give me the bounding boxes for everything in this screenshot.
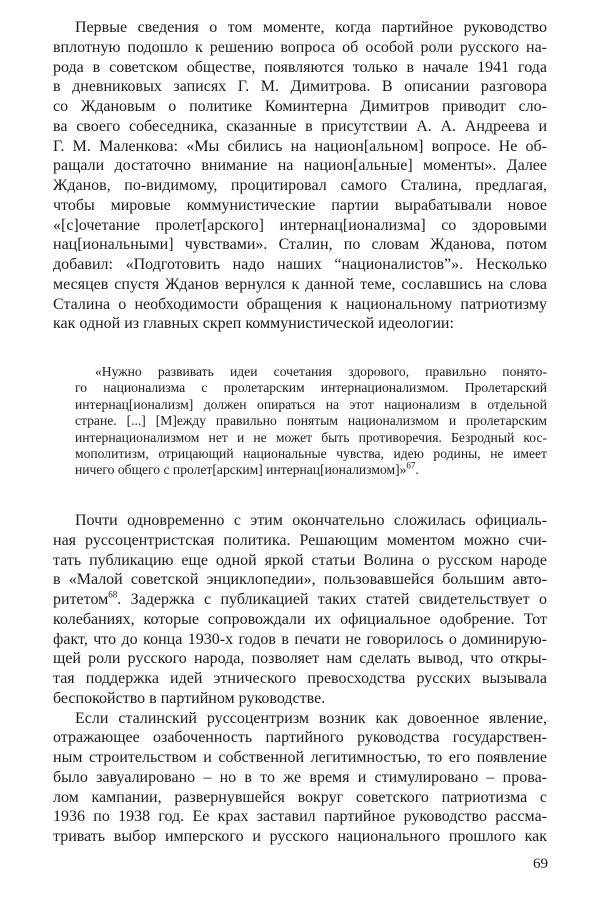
quote-text: ничего общего с пролет[арским] интернац[ионализмом]» [75,462,407,478]
text-line [53,591,547,611]
text-line: колебаниях, которые сопровождали их официальное одобрение. Тот [53,610,547,628]
text-line: со Ждановым о политике Коминтерна Димитров приводит сло- [53,98,547,115]
text-line: Первые сведения о том моменте, когда партийное руководство [75,19,547,36]
text-line: факт, что до конца 1930-х годов в печати не говорилось о доминирую- [53,630,547,648]
footnote-ref-67[interactable]: 67 [406,460,416,471]
text-line: тривать выбор имперского и русского национального прошлого как [53,828,547,845]
text-line: щей роли русского народа, позволяет нам сделать вывод, что откры- [53,650,547,668]
text-fragment: ритетом [53,591,109,608]
text-line: лом кампании, развернувшейся вокруг советского патриотизма с [53,788,547,806]
page-number: 69 [533,856,548,872]
quote-line: интернац[ионализм] должен опираться на этот национализм в отдельной [75,396,547,412]
text-line: ным строительством и собственной легитимностью, то его появление [53,749,547,766]
text-line: ная руссоцентристская политика. Решающим моментом можно счи- [53,531,547,549]
text-line: Г. М. Маленкова: «Мы сбились на национ[альном] вопросе. Не об- [53,137,547,155]
text-line: ва своего собеседника, сказанные в присутствии А. А. Андреева и [53,117,547,135]
text-line: ращали достаточно внимание на национ[альные] моменты». Далее [53,157,547,175]
text-line: добавил: «Подготовить надо наших “националистов”». Несколько [53,256,547,273]
text-line: Сталина о необходимости обращения к национальному патриотизму [53,295,547,313]
text-fragment: . Задержка с публикацией таких статей свидетельствует о [117,591,547,608]
text-line: Жданов, по-видимому, процитировал самого Сталина, предлагая, [53,177,547,194]
text-line: как одной из главных скреп коммунистической идеологии: [53,315,454,333]
quote-end-punct: . [415,462,419,478]
text-line: нац[иональными] чувствами». Сталин, по словам Жданова, потом [53,236,547,254]
footnote-ref-68[interactable]: 68 [108,589,118,600]
text-line: чтобы мировые коммунистические партии вырабатывали новое [53,196,547,214]
text-line: в «Малой советской энциклопедии», пользовавшейся большим авто- [53,571,547,589]
text-line: Почти одновременно с этим окончательно сложилась официаль- [75,512,547,529]
text-line: вплотную подошло к решению вопроса об особой роли русского на- [53,38,547,56]
text-line: месяцев спустя Жданов вернулся к данной теме, сославшись на слова [53,275,547,293]
text-line: отражающее озабоченность партийного руководства государствен- [53,729,547,747]
quote-line: стране. [...] [М]ежду правильно понятым национализмом и пролетарским [75,413,547,429]
paragraph-2 [53,512,547,848]
quote-line: «Нужно развивать идеи сочетания здорового, правильно понято- [95,364,547,379]
text-line: беспокойство в партийном руководстве. [53,689,326,707]
text-line: было завуалировано – но в то же время и стимулировано – прова- [53,768,547,786]
text-line: тать публикацию еще одной яркой статьи Волина о русском народе [53,551,547,569]
paragraph-1 [53,19,547,335]
text-line: рода в советском обществе, появляются только в начале 1941 года [53,58,547,76]
quote-line: интернационализмом нет и не может быть противоречия. Безродный кос- [75,429,547,445]
quote-line: го национализма с пролетарским интернационализмом. Пролетарский [75,380,547,396]
block-quote [75,364,547,479]
text-line: 1936 по 1938 год. Ее крах заставил партийное руководство рассма- [53,808,547,826]
quote-line [75,462,547,478]
text-line: «[с]очетание пролет[арского] интернац[ионализма] со здоровыми [53,216,547,234]
text-line: Если сталинский руссоцентризм возник как довоенное явление, [75,709,547,727]
text-line: тая поддержка идей этнического превосходства русских вызывала [53,670,547,687]
text-line: в дневниковых записях Г. М. Димитрова. В описании разговора [53,78,547,96]
quote-line: мополитизм, отрицающий национальные чувства, идею родины, не имеет [75,445,547,461]
